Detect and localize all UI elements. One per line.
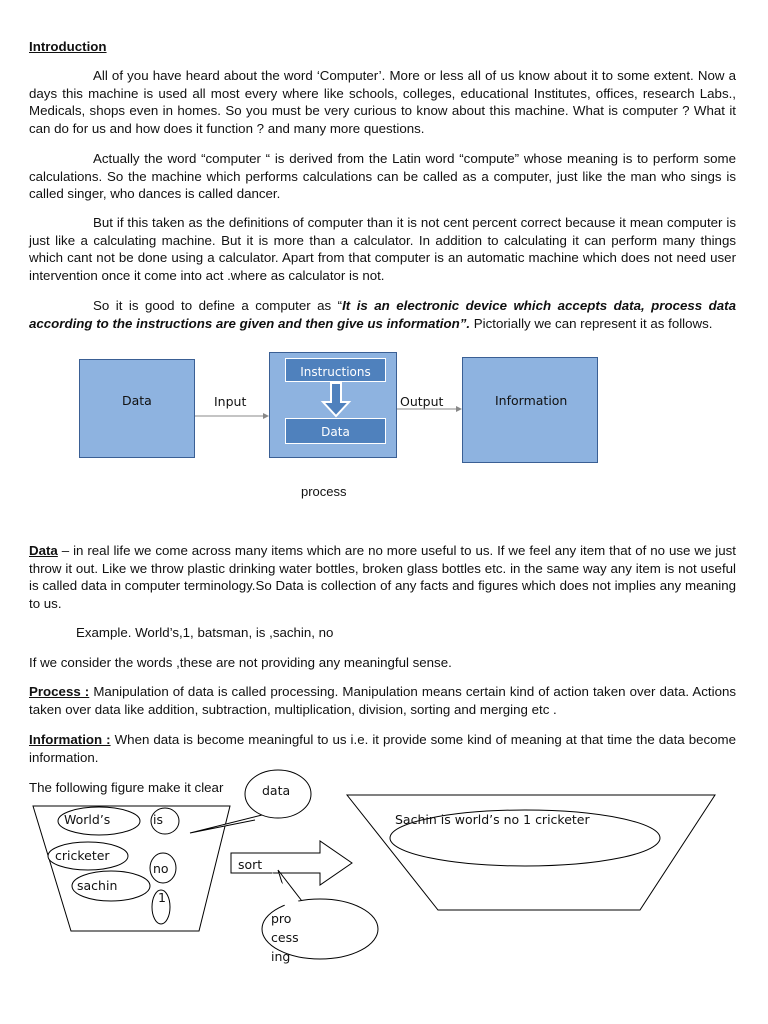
definition-lead: So it is good to define a computer as “ bbox=[93, 298, 343, 313]
figure-intro: The following figure make it clear bbox=[29, 780, 224, 795]
information-definition: When data is become meaningful to us i.e. it provide some kind of meaning at that time the data become information. bbox=[29, 732, 736, 765]
intro-paragraph-1: All of you have heard about the word ‘Computer’. More or less all of us know about it to some extent. Now a days this machine is used all most every where like schools, colleges, educational Institutes, offices, research Labs., Medicals, shops even in homes. So you must be very curious to know about this machine. What is computer ? What it can do for us and how does it function ? and many more questions. bbox=[29, 68, 736, 136]
example-line: Example. World’s,1, batsman, is ,sachin, no bbox=[76, 625, 334, 640]
word-cricketer: cricketer bbox=[55, 848, 110, 863]
information-paragraph bbox=[29, 731, 736, 766]
instructions-box: Instructions bbox=[285, 358, 386, 382]
result-label: Sachin is world’s no 1 cricketer bbox=[395, 812, 590, 827]
data-callout-label: data bbox=[262, 783, 291, 798]
definition-tail: Pictorially we can represent it as follows. bbox=[470, 315, 713, 331]
data-definition: – in real life we come across many items which are no more useful to us. If we feel any item that of no use we just throw it out. Like we throw plastic drinking water bottles, broken glass bottles etc. in the same way any item is not useful is called data in computer terminology.So Data is collection of any facts and figures which does not implies any meaning to us. bbox=[29, 543, 736, 611]
word-sachin: sachin bbox=[77, 878, 118, 893]
information-box-label: Information bbox=[495, 393, 568, 408]
process-term: Process : bbox=[29, 684, 90, 699]
process-paragraph bbox=[29, 683, 736, 718]
output-label: Output bbox=[400, 394, 444, 409]
data-term: Data bbox=[29, 543, 58, 558]
sort-label: sort bbox=[238, 857, 263, 872]
input-label: Input bbox=[214, 394, 247, 409]
word-is: is bbox=[153, 812, 163, 827]
intro-paragraph-2: Actually the word “computer “ is derived from the Latin word “compute” whose meaning is to perform some calculations. So the machine which performs calculations can be called as a computer, just like the man who sings is called singer, who dances is called dancer. bbox=[29, 151, 736, 202]
data-paragraph bbox=[29, 542, 736, 612]
processing-label-1: pro bbox=[271, 911, 292, 926]
data-callout-tail bbox=[190, 815, 262, 833]
data-box-label: Data bbox=[122, 393, 152, 408]
consider-line: If we consider the words ,these are not providing any meaningful sense. bbox=[29, 655, 452, 670]
word-1: 1 bbox=[158, 890, 166, 905]
word-worlds: World’s bbox=[64, 812, 111, 827]
process-caption: process bbox=[301, 484, 347, 499]
intro-paragraph-3: But if this taken as the definitions of computer than it is not cent percent correct because it mean computer is just like a calculating machine. But it is more than a calculator. In addition to calculating it can perform many things which cant not be done using a calculator. Apart from that computer is an automatic machine which does not need user intervention once it come into act .where as calculator is not. bbox=[29, 215, 736, 283]
processing-label-3: ing bbox=[271, 949, 291, 964]
process-definition: Manipulation of data is called processing. Manipulation means certain kind of action taken over data. Actions taken over data like addition, subtraction, multiplication, division, sorting and merging etc . bbox=[29, 684, 737, 717]
word-no: no bbox=[153, 861, 169, 876]
inner-data-box: Data bbox=[285, 418, 386, 444]
definition-text: It is an electronic device which accepts data, process data according to the instructions are given and then give us information”. bbox=[29, 298, 736, 331]
heading-text: Introduction bbox=[29, 39, 107, 54]
down-arrow bbox=[323, 383, 349, 416]
information-term: Information : bbox=[29, 732, 111, 747]
processing-label-2: cess bbox=[271, 930, 299, 945]
